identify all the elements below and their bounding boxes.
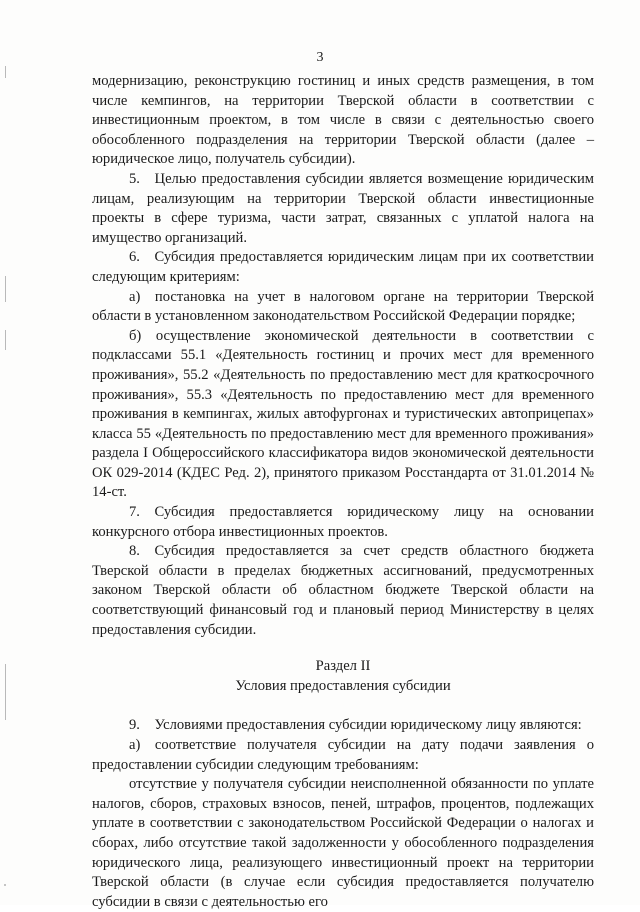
- paragraph-item-5: 5. Целью предоставления субсидии является возмещение юридическим лицам, реализующим на территории Тверской области инвестиционные проекты в сфере туризма, части затрат, связанных с уплатой налога на имущество организаций.: [92, 170, 594, 246]
- paragraph-item-6b: б) осуществление экономической деятельности в соответствии с подклассами 55.1 «Деятельность гостиниц и прочих мест для временного проживания», 55.2 «Деятельность по предоставлению мест для краткосрочного проживания», 55.3 «Деятельность по предоставлению мест для временного проживания в кемпингах, жилых автофургонах и туристических автоприцепах» класса 55 «Деятельность по предоставлению мест для временного проживания» раздела I Общероссийского классификатора видов экономической деятельности ОК 029-2014 (КДЕС Ред. 2), принятого приказом Росстандарта от 31.01.2014 № 14-ст.: [92, 327, 594, 501]
- scan-margin-mark: [5, 330, 6, 350]
- scan-margin-mark: [5, 276, 6, 302]
- paragraph-item-7: 7. Субсидия предоставляется юридическому лицу на основании конкурсного отбора инвестиционных проектов.: [92, 504, 594, 540]
- document-body: [92, 72, 594, 912]
- paragraph-item-6a: а) постановка на учет в налоговом органе на территории Тверской области в установленном законодательством Российской Федерации порядке;: [92, 288, 594, 325]
- scan-margin-dot: [4, 884, 6, 886]
- section-title: Условия предоставления субсидии: [235, 677, 451, 694]
- paragraph-item-8: 8. Субсидия предоставляется за счет средств областного бюджета Тверской области в пределах бюджетных ассигнований, предусмотренных законом Тверской области об областном бюджете Тверской области на соответствующий финансовый год и плановый период Министерству в целях предоставления субсидии.: [92, 543, 594, 638]
- scan-margin-mark: [5, 664, 6, 720]
- page-number: 3: [316, 50, 324, 65]
- paragraph-item-6: 6. Субсидия предоставляется юридическим лицам при их соответствии следующим критериям:: [92, 249, 594, 285]
- section-label: Раздел II: [315, 658, 371, 675]
- scan-margin-mark: [5, 66, 6, 78]
- paragraph-item-9a-requirement: отсутствие у получателя субсидии неисполненной обязанности по уплате налогов, сборов, страховых взносов, пеней, штрафов, процентов, подлежащих уплате в соответствии с законодательством Российской Федерации о налогах и сборах, либо отсутствие такой задолженности у обособленного подразделения юридического лица, реализующего инвестиционный проект на территории Тверской области (в случае если субсидия предоставляется получателю субсидии в связи с деятельностью его: [92, 776, 594, 910]
- paragraph-item-9a: а) соответствие получателя субсидии на дату подачи заявления о предоставлении субсидии следующим требованиям:: [92, 737, 594, 773]
- paragraph-continuation: модернизацию, реконструкцию гостиниц и иных средств размещения, в том числе кемпингов, на территории Тверской области в соответствии с инвестиционным проектом, в том числе в связи с деятельностью своего обособленного подразделения на территории Тверской области (далее – юридическое лицо, получатель субсидии).: [92, 73, 594, 168]
- paragraph-item-9: 9. Условиями предоставления субсидии юридическому лицу являются:: [129, 717, 582, 734]
